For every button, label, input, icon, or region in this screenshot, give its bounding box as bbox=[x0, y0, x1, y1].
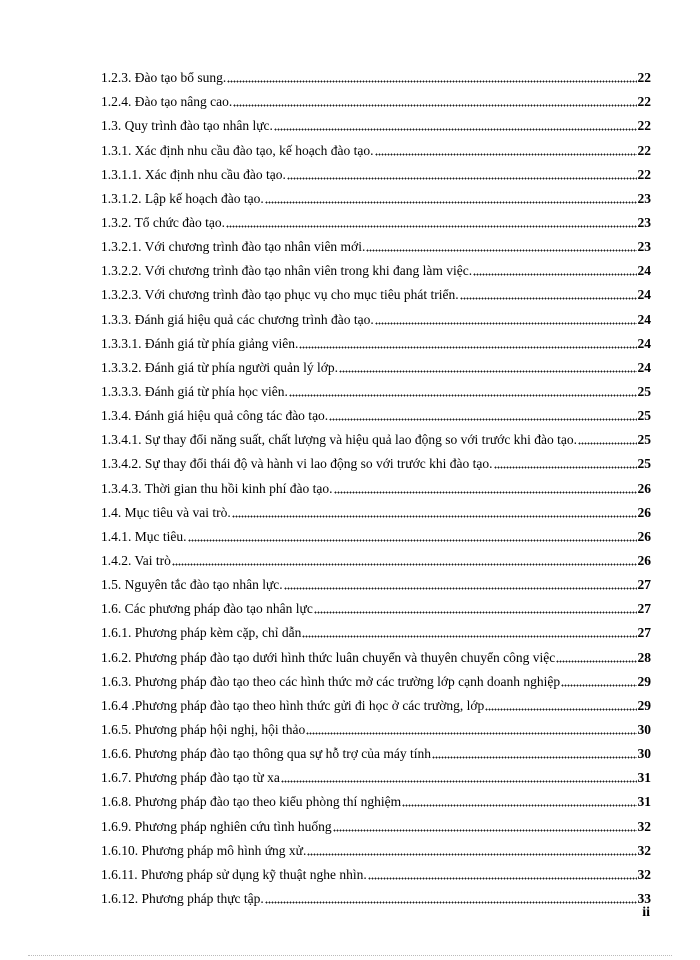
toc-entry bbox=[101, 207, 651, 231]
toc-entry-title: 1.6.9. Phương pháp nghiên cứu tình huống bbox=[101, 818, 332, 834]
toc-entry-title: 1.3.2.1. Với chương trình đào tạo nhân viên mới. bbox=[101, 239, 366, 255]
toc-entry bbox=[101, 859, 651, 883]
toc-entry-title: 1.3.1. Xác định nhu cầu đào tạo, kế hoạch đào tạo. bbox=[101, 142, 374, 158]
toc-entry bbox=[101, 328, 651, 352]
toc-entry-title: 1.3.2.2. Với chương trình đào tạo nhân viên trong khi đang làm việc. bbox=[101, 263, 473, 279]
toc-leader-dots bbox=[306, 732, 636, 735]
toc-entry-page: 31 bbox=[637, 794, 651, 810]
toc-entry-page: 25 bbox=[637, 456, 651, 472]
toc-entry-title: 1.6.10. Phương pháp mô hình ứng xử. bbox=[101, 842, 307, 858]
toc-entry-title: 1.4.2. Vai trò bbox=[101, 552, 171, 568]
toc-entry-title: 1.6.1. Phương pháp kèm cặp, chỉ dẫn bbox=[101, 625, 302, 641]
toc-entry-page: 23 bbox=[637, 190, 651, 206]
toc-entry-page: 26 bbox=[637, 528, 651, 544]
toc-entry-title: 1.3.2.3. Với chương trình đào tạo phục vụ cho mục tiêu phát triển. bbox=[101, 287, 459, 303]
toc-entry-title: 1.6.8. Phương pháp đào tạo theo kiểu phòng thí nghiệm bbox=[101, 794, 402, 810]
toc-leader-dots bbox=[314, 611, 637, 614]
toc-entry-page: 32 bbox=[637, 866, 651, 882]
toc-entry-title: 1.3.4.1. Sự thay đổi năng suất, chất lượng và hiệu quả lao động so với trước khi đào tạo. bbox=[101, 432, 578, 448]
toc-entry bbox=[101, 762, 651, 786]
toc-entry bbox=[101, 593, 651, 617]
page-number: ii bbox=[642, 905, 650, 920]
toc-entry bbox=[101, 134, 651, 158]
toc-leader-dots bbox=[265, 901, 637, 904]
toc-entry-page: 27 bbox=[637, 625, 651, 641]
toc-entry-page: 23 bbox=[637, 214, 651, 230]
toc-entry bbox=[101, 183, 651, 207]
toc-leader-dots bbox=[188, 539, 637, 542]
toc-leader-dots bbox=[329, 418, 636, 421]
toc-entry bbox=[101, 497, 651, 521]
toc-entry-page: 22 bbox=[637, 166, 651, 182]
toc-leader-dots bbox=[432, 756, 637, 759]
toc-entry-page: 27 bbox=[637, 577, 651, 593]
toc-entry-page: 25 bbox=[637, 383, 651, 399]
toc-entry-title: 1.3.1.2. Lập kế hoạch đào tạo. bbox=[101, 190, 264, 206]
toc-entry-page: 29 bbox=[637, 697, 651, 713]
toc-entry-page: 22 bbox=[637, 70, 651, 86]
toc-entry bbox=[101, 303, 651, 327]
toc-leader-dots bbox=[302, 635, 636, 638]
toc-leader-dots bbox=[274, 128, 637, 131]
toc-leader-dots bbox=[299, 346, 636, 349]
toc-entry-page: 22 bbox=[637, 142, 651, 158]
toc-leader-dots bbox=[375, 322, 637, 325]
toc-entry bbox=[101, 738, 651, 762]
toc-entry-page: 30 bbox=[637, 721, 651, 737]
toc-entry-page: 26 bbox=[637, 552, 651, 568]
toc-entry bbox=[101, 400, 651, 424]
toc-entry-title: 1.3.3. Đánh giá hiệu quả các chương trình đào tạo. bbox=[101, 311, 374, 327]
toc-entry bbox=[101, 666, 651, 690]
toc-leader-dots bbox=[494, 466, 637, 469]
toc-leader-dots bbox=[232, 515, 637, 518]
toc-entry-page: 24 bbox=[637, 311, 651, 327]
toc-entry-page: 30 bbox=[637, 746, 651, 762]
toc-entry-title: 1.3.4.3. Thời gian thu hồi kinh phí đào tạo. bbox=[101, 480, 333, 496]
toc-entry-page: 26 bbox=[637, 504, 651, 520]
toc-entry-title: 1.3.4.2. Sự thay đổi thái độ và hành vi lao động so với trước khi đào tạo. bbox=[101, 456, 493, 472]
toc-entry-title: 1.3. Quy trình đào tạo nhân lực. bbox=[101, 118, 273, 134]
toc-leader-dots bbox=[233, 104, 636, 107]
toc-leader-dots bbox=[289, 394, 637, 397]
toc-entry bbox=[101, 641, 651, 665]
toc-entry-page: 31 bbox=[637, 770, 651, 786]
toc-leader-dots bbox=[375, 153, 637, 156]
toc-entry bbox=[101, 448, 651, 472]
toc-leader-dots bbox=[473, 273, 636, 276]
toc-entry bbox=[101, 714, 651, 738]
toc-entry-page: 24 bbox=[637, 335, 651, 351]
toc-leader-dots bbox=[339, 370, 636, 373]
toc-leader-dots bbox=[402, 804, 636, 807]
toc-entry-page: 24 bbox=[637, 263, 651, 279]
toc-entry-title: 1.6. Các phương pháp đào tạo nhân lực bbox=[101, 601, 313, 617]
toc-entry bbox=[101, 352, 651, 376]
toc-leader-dots bbox=[265, 201, 637, 204]
toc-leader-dots bbox=[307, 853, 636, 856]
toc-leader-dots bbox=[578, 442, 636, 445]
toc-entry bbox=[101, 810, 651, 834]
toc-leader-dots bbox=[556, 660, 636, 663]
toc-entry-title: 1.6.7. Phương pháp đào tạo từ xa bbox=[101, 770, 280, 786]
toc-entry-page: 22 bbox=[637, 94, 651, 110]
toc-entry-page: 28 bbox=[637, 649, 651, 665]
toc-entry bbox=[101, 617, 651, 641]
toc-entry-page: 25 bbox=[637, 432, 651, 448]
toc-entry-title: 1.6.6. Phương pháp đào tạo thông qua sự hỗ trợ của máy tính bbox=[101, 746, 431, 762]
toc-entry-title: 1.6.11. Phương pháp sử dụng kỹ thuật nghe nhìn. bbox=[101, 866, 367, 882]
toc-entry-page: 24 bbox=[637, 287, 651, 303]
toc-leader-dots bbox=[368, 877, 637, 880]
toc-leader-dots bbox=[227, 80, 636, 83]
toc-entry bbox=[101, 786, 651, 810]
toc-entry bbox=[101, 62, 651, 86]
toc-entry-page: 22 bbox=[637, 118, 651, 134]
toc-entry bbox=[101, 110, 651, 134]
toc-entry-title: 1.3.4. Đánh giá hiệu quả công tác đào tạo. bbox=[101, 408, 329, 424]
toc-entry bbox=[101, 521, 651, 545]
toc-entry bbox=[101, 231, 651, 255]
toc-entry-title: 1.3.3.2. Đánh giá từ phía người quản lý lớp. bbox=[101, 359, 339, 375]
table-of-contents bbox=[101, 62, 651, 907]
toc-leader-dots bbox=[561, 684, 636, 687]
toc-entry-page: 23 bbox=[637, 239, 651, 255]
toc-entry-title: 1.5. Nguyên tắc đào tạo nhân lực. bbox=[101, 577, 283, 593]
toc-entry-title: 1.6.5. Phương pháp hội nghị, hội thảo bbox=[101, 721, 306, 737]
toc-entry bbox=[101, 159, 651, 183]
toc-entry-page: 26 bbox=[637, 480, 651, 496]
toc-entry bbox=[101, 690, 651, 714]
toc-leader-dots bbox=[281, 780, 637, 783]
toc-entry bbox=[101, 279, 651, 303]
toc-entry bbox=[101, 545, 651, 569]
toc-leader-dots bbox=[366, 249, 636, 252]
toc-entry bbox=[101, 883, 651, 907]
toc-leader-dots bbox=[460, 297, 637, 300]
toc-entry bbox=[101, 424, 651, 448]
toc-leader-dots bbox=[334, 491, 637, 494]
toc-entry-page: 27 bbox=[637, 601, 651, 617]
toc-leader-dots bbox=[226, 225, 636, 228]
toc-entry-page: 32 bbox=[637, 842, 651, 858]
toc-entry-title: 1.6.4 .Phương pháp đào tạo theo hình thức gửi đi học ở các trường, lớp bbox=[101, 697, 485, 713]
toc-leader-dots bbox=[287, 177, 637, 180]
toc-entry bbox=[101, 86, 651, 110]
toc-entry-title: 1.4. Mục tiêu và vai trò. bbox=[101, 504, 231, 520]
toc-entry bbox=[101, 569, 651, 593]
toc-entry-title: 1.3.2. Tổ chức đào tạo. bbox=[101, 214, 226, 230]
toc-entry-page: 29 bbox=[637, 673, 651, 689]
toc-entry-title: 1.6.3. Phương pháp đào tạo theo các hình thức mở các trường lớp cạnh doanh nghiệp bbox=[101, 673, 561, 689]
toc-leader-dots bbox=[333, 829, 637, 832]
toc-entry bbox=[101, 376, 651, 400]
toc-leader-dots bbox=[284, 587, 637, 590]
toc-entry-page: 33 bbox=[637, 890, 651, 906]
toc-entry-title: 1.4.1. Mục tiêu. bbox=[101, 528, 187, 544]
toc-entry-page: 25 bbox=[637, 408, 651, 424]
toc-entry-title: 1.3.1.1. Xác định nhu cầu đào tạo. bbox=[101, 166, 286, 182]
toc-entry-page: 32 bbox=[637, 818, 651, 834]
toc-entry-title: 1.3.3.3. Đánh giá từ phía học viên. bbox=[101, 383, 288, 399]
toc-entry bbox=[101, 255, 651, 279]
toc-entry-title: 1.6.2. Phương pháp đào tạo dưới hình thức luân chuyển và thuyên chuyển công việc bbox=[101, 649, 556, 665]
toc-leader-dots bbox=[172, 563, 637, 566]
toc-entry bbox=[101, 835, 651, 859]
toc-entry bbox=[101, 472, 651, 496]
toc-entry-page: 24 bbox=[637, 359, 651, 375]
toc-entry-title: 1.3.3.1. Đánh giá từ phía giảng viên. bbox=[101, 335, 299, 351]
toc-entry-title: 1.2.4. Đào tạo nâng cao. bbox=[101, 94, 233, 110]
toc-leader-dots bbox=[485, 708, 636, 711]
toc-entry-title: 1.2.3. Đào tạo bổ sung. bbox=[101, 70, 227, 86]
toc-entry-title: 1.6.12. Phương pháp thực tập. bbox=[101, 890, 264, 906]
footer-divider bbox=[28, 955, 672, 956]
